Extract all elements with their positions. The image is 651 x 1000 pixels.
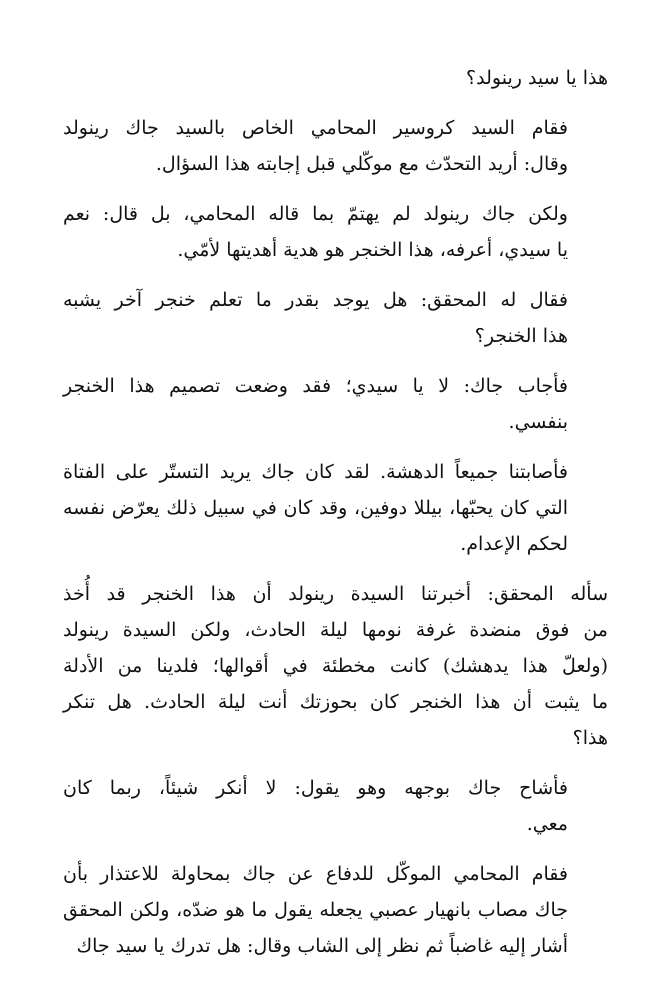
paragraph [63,110,608,182]
book-page [63,60,608,978]
text-line: هذا يا سيد رينولد؟ [466,67,608,89]
text-line: فقال له المحقق: هل يوجد بقدر ما تعلم خنجر آخر يشبه [63,289,569,311]
text-line: التي كان يحبّها، بيللا دوفين، وقد كان في سبيل ذلك يعرّض نفسه [63,497,568,519]
text-line: هذا؟ [572,727,608,749]
text-line: فأشاح جاك بوجهه وهو يقول: لا أنكر شيئاً، ربما كان [63,777,568,799]
paragraph [63,856,608,964]
text-line: وقال: أريد التحدّث مع موكّلي قبل إجابته هذا السؤال. [155,153,568,175]
paragraph [63,770,608,842]
text-line: فأجاب جاك: لا يا سيدي؛ فقد وضعت تصميم هذا الخنجر [63,375,568,397]
paragraph [63,196,608,268]
text-line: من فوق منضدة غرفة نومها ليلة الحادث، ولكن السيدة رينولد [63,619,608,641]
text-line: جاك مصاب بانهيار عصبي يجعله يقول ما هو ضدّه، ولكن المحقق [63,899,568,921]
text-line: هذا الخنجر؟ [474,325,568,347]
text-line: فأصابتنا جميعاً الدهشة. لقد كان جاك يريد التستّر على الفتاة [63,461,568,483]
text-line: فقام المحامي الموكّل للدفاع عن جاك بمحاولة للاعتذار بأن [63,863,568,885]
text-line: أشار إليه غاضباً ثم نظر إلى الشاب وقال: هل تدرك يا سيد جاك [76,935,568,957]
text-line: ما يثبت أن هذا الخنجر كان بحوزتك أنت ليلة الحادث. هل تنكر [63,691,608,713]
text-line: (ولعلّ هذا يدهشك) كانت مخطئة في أقوالها؛ فلدينا من الأدلة [63,655,608,677]
paragraph [63,282,608,354]
text-line: فقام السيد كروسير المحامي الخاص بالسيد جاك رينولد [63,117,568,139]
paragraph [63,60,608,96]
paragraph [63,454,608,562]
text-line: سأله المحقق: أخبرتنا السيدة رينولد أن هذا الخنجر قد أُخذ [63,583,608,605]
text-line: ولكن جاك رينولد لم يهتمّ بما قاله المحامي، بل قال: نعم [63,203,568,225]
paragraph [63,576,608,756]
text-line: بنفسي. [508,411,568,433]
paragraph [63,368,608,440]
text-line: معي. [526,813,568,835]
text-line: لحكم الإعدام. [460,533,568,555]
text-line: يا سيدي، أعرفه، هذا الخنجر هو هدية أهديتها لأمّي. [177,239,568,261]
